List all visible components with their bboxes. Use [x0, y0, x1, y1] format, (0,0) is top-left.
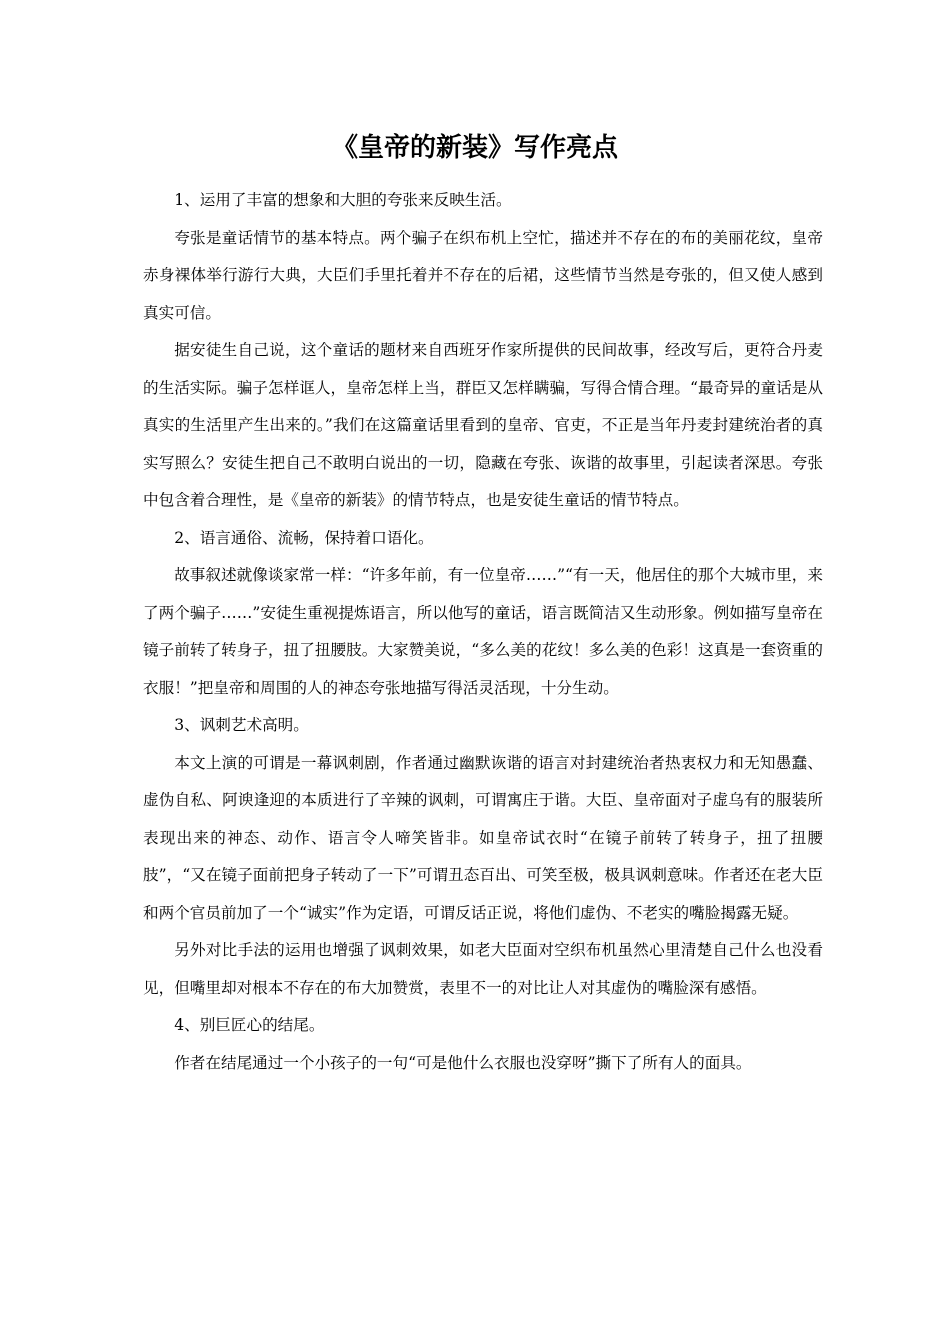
paragraph: 据安徒生自己说，这个童话的题材来自西班牙作家所提供的民间故事，经改写后，更符合丹麦的生活实际。骗子怎样诓人，皇帝怎样上当，群臣又怎样瞒骗，写得合情合理。“最奇异的童话是从真实的生活里产生出来的。”我们在这篇童话里看到的皇帝、官吏，不正是当年丹麦封建统治者的真实写照么？安徒生把自己不敢明白说出的一切，隐藏在夸张、诙谐的故事里，引起读者深思。夸张中包含着合理性，是《皇帝的新装》的情节特点，也是安徒生童话的情节特点。 [143, 341, 823, 509]
paragraph-heading-2: 2、语言通俗、流畅，保持着口语化。 [174, 528, 434, 547]
paragraph-heading-1: 1、运用了丰富的想象和大胆的夸张来反映生活。 [174, 191, 512, 209]
paragraph-heading-4: 4、别巨匠心的结尾。 [174, 1016, 325, 1034]
paragraph: 本文上演的可谓是一幕讽刺剧，作者通过幽默诙谐的语言对封建统治者热衷权力和无知愚蠢、虚伪自私、阿谀逢迎的本质进行了辛辣的讽刺，可谓寓庄于谐。大臣、皇帝面对子虚乌有的服装所表现出来的神态、动作、语言令人啼笑皆非。如皇帝试衣时“在镜子前转了转身子，扭了扭腰肢”，“又在镜子面前把身子转动了一下”可谓丑态百出、可笑至极，极具讽刺意味。作者还在老大臣和两个官员前加了一个“诚实”作为定语，可谓反话正说，将他们虚伪、不老实的嘴脸揭露无疑。 [143, 753, 823, 922]
paragraph: 另外对比手法的运用也增强了讽刺效果，如老大臣面对空织布机虽然心里清楚自己什么也没看见，但嘴里却对根本不存在的布大加赞赏，表里不一的对比让人对其虚伪的嘴脸深有感悟。 [143, 941, 823, 997]
document-title: 《皇帝的新装》写作亮点 [331, 133, 618, 163]
paragraph: 故事叙述就像谈家常一样：“许多年前，有一位皇帝……”“有一天，他居住的那个大城市里，来了两个骗子……”安徒生重视提炼语言，所以他写的童话，语言既简洁又生动形象。例如描写皇帝在镜子前转了转身子，扭了扭腰肢。大家赞美说，“多么美的花纹！多么美的色彩！这真是一套资重的衣服！”把皇帝和周围的人的神态夸张地描写得活灵活现，十分生动。 [143, 566, 823, 697]
paragraph: 作者在结尾通过一个小孩子的一句“可是他什么衣服也没穿呀”撕下了所有人的面具。 [174, 1053, 752, 1072]
paragraph-heading-3: 3、讽刺艺术高明。 [174, 716, 309, 734]
document-body [143, 182, 823, 1082]
paragraph: 夸张是童话情节的基本特点。两个骗子在织布机上空忙，描述并不存在的布的美丽花纹，皇帝赤身裸体举行游行大典，大臣们手里托着并不存在的后裙，这些情节当然是夸张的，但又使人感到真实可信。 [143, 228, 823, 322]
